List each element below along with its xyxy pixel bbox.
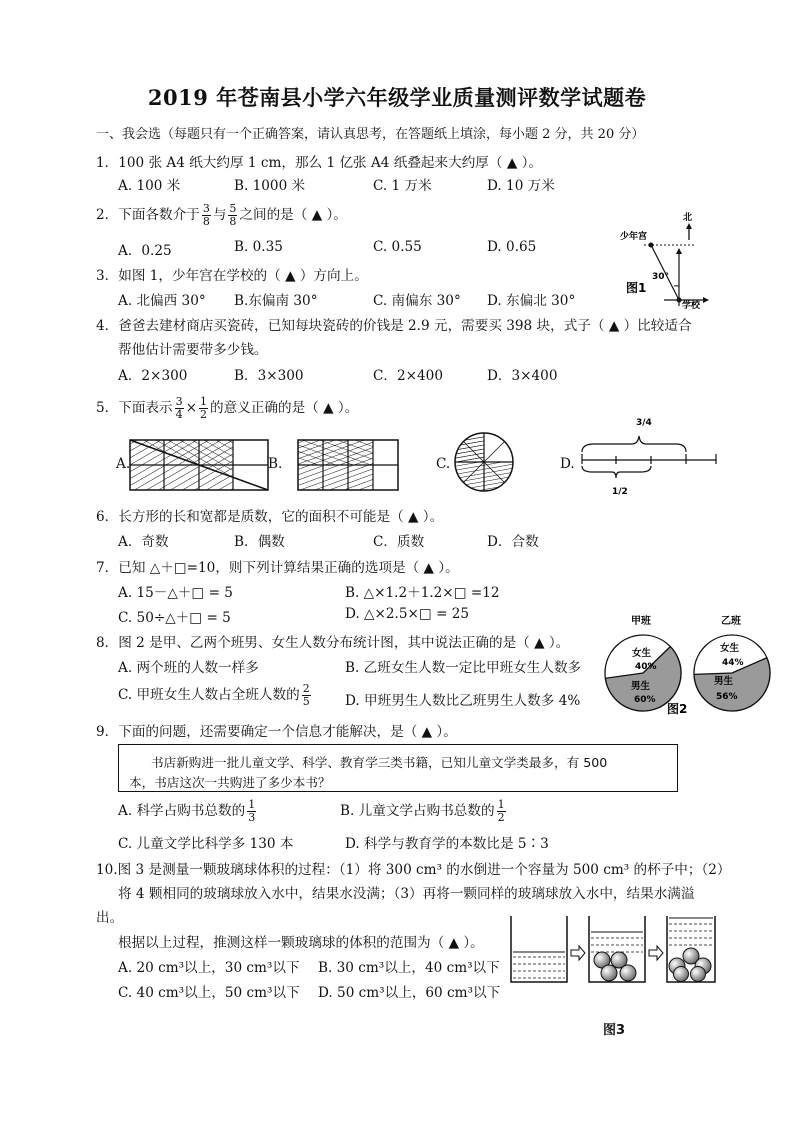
q9-box-line-2: 本，书店这次一共购进了多少本书？ bbox=[129, 775, 331, 790]
q1-option-d: D. 10 万米 bbox=[487, 178, 555, 194]
q10-option-d: D. 50 cm³以上，60 cm³以下 bbox=[318, 985, 501, 1001]
q5-d-top-brace bbox=[582, 436, 686, 452]
north-arrow-head bbox=[686, 223, 692, 229]
q5-d-bottom-label: 1/2 bbox=[612, 487, 628, 497]
page-title: 2019 年苍南县小学六年级学业质量测评数学试题卷 bbox=[147, 85, 647, 110]
question-5 bbox=[96, 396, 358, 421]
q9-option-a-text: A. 科学占购书总数的 bbox=[118, 803, 246, 819]
question-10-line-1: 10.图 3 是测量一颗玻璃球体积的过程：（1）将 300 cm³ 的水倒进一个容量为 500 cm³ 的杯子中；（2） bbox=[96, 862, 731, 878]
q2-text-mid: 与 bbox=[212, 207, 227, 223]
glass-ball bbox=[691, 967, 706, 982]
q5-text-post: 的意义正确的是（ ▲ ）。 bbox=[210, 400, 359, 416]
fig2-class-b-label: 乙班 bbox=[721, 616, 741, 627]
glass-ball bbox=[601, 965, 617, 981]
q10-option-a: A. 20 cm³以上，30 cm³以下 bbox=[118, 960, 300, 976]
q9-option-d: D. 科学与教育学的本数比是 5∶3 bbox=[345, 836, 549, 852]
q9-option-a bbox=[118, 799, 258, 824]
q5-figure-a bbox=[128, 438, 272, 492]
q7-option-b: B. △×1.2＋1.2×□ =12 bbox=[345, 585, 500, 601]
q5-times: × bbox=[185, 400, 198, 416]
q6-option-a: A．奇数 bbox=[118, 534, 169, 550]
q1-option-a: A. 100 米 bbox=[118, 178, 181, 194]
q8-option-d: D. 甲班男生人数比乙班男生人数多 4% bbox=[345, 693, 581, 709]
q5-label-a: A. bbox=[116, 456, 131, 472]
pie-class-a bbox=[605, 635, 681, 711]
fig3-caption: 图3 bbox=[603, 1023, 626, 1038]
q9-option-c: C. 儿童文学比科学多 130 本 bbox=[118, 836, 294, 852]
pie-b-boys-value: 56% bbox=[716, 692, 738, 702]
question-4-line-1: 4．爸爸去建材商店买瓷砖，已知每块瓷砖的价钱是 2.9 元，需要买 398 块，式子（ ▲ ）比较适合 bbox=[96, 318, 692, 334]
q9-box-line-1: 书店新购进一批儿童文学、科学、教育学三类书籍，已知儿童文学类最多，有 500 bbox=[151, 755, 608, 770]
q8-option-c-fraction: $\frac{2}{5}$ bbox=[302, 682, 310, 708]
q2-option-a: A．0.25 bbox=[118, 243, 172, 259]
q4-option-a: A．2×300 bbox=[118, 368, 188, 384]
q7-option-a: A. 15－△＋□ = 5 bbox=[118, 585, 233, 601]
question-4-line-2: 帮他估计需要带多少钱。 bbox=[118, 342, 268, 358]
arrow-1-icon bbox=[571, 946, 585, 960]
pie-b-boys-label: 男生 bbox=[714, 676, 734, 687]
q1-option-b: B. 1000 米 bbox=[234, 178, 306, 194]
q5-fraction-2: $\frac{1}{2}$ bbox=[200, 395, 208, 421]
q9-option-b bbox=[340, 799, 508, 824]
question-2 bbox=[96, 203, 347, 228]
glass-ball bbox=[620, 965, 636, 981]
q5-d-top-label: 3/4 bbox=[636, 418, 652, 428]
q3-option-d: D. 东偏北 30° bbox=[487, 293, 576, 309]
fig1-school-label: 学校 bbox=[682, 301, 701, 310]
q8-option-c-text: C. 甲班女生人数占全班人数的 bbox=[118, 687, 300, 703]
q7-option-c: C. 50÷△＋□ = 5 bbox=[118, 610, 231, 626]
q5-fraction-1: $\frac{3}{4}$ bbox=[175, 395, 183, 421]
beaker-3 bbox=[667, 916, 715, 982]
q8-option-b: B. 乙班女生人数一定比甲班女生人数多 bbox=[345, 660, 582, 676]
q6-option-d: D．合数 bbox=[487, 534, 539, 550]
question-3: 3．如图 1，少年宫在学校的（ ▲ ）方向上。 bbox=[96, 268, 368, 284]
pie-b-girls-label: 女生 bbox=[720, 643, 740, 654]
question-9: 9．下面的问题，还需要确定一个信息才能解决，是（ ▲ ）。 bbox=[96, 724, 457, 740]
question-8: 8．图 2 是甲、乙两个班男、女生人数分布统计图，其中说法正确的是（ ▲ ）。 bbox=[96, 635, 570, 651]
q4-option-c: C．2×400 bbox=[373, 368, 443, 384]
pie-a-girls-label: 女生 bbox=[632, 648, 652, 659]
figure-3-beakers bbox=[505, 910, 725, 990]
q1-option-c: C. 1 万米 bbox=[373, 178, 432, 194]
glass-ball bbox=[674, 967, 689, 982]
figure-2-pie-charts bbox=[598, 610, 794, 722]
question-10-line-3: 出。 bbox=[96, 910, 124, 926]
q6-option-c: C．质数 bbox=[373, 534, 425, 550]
q4-option-d: D．3×400 bbox=[487, 368, 558, 384]
question-10-line-2: 将 4 颗相同的玻璃球放入水中，结果水没满；（3）再将一颗同样的玻璃球放入水中，结果水满溢 bbox=[118, 886, 695, 902]
pie-a-boys-label: 男生 bbox=[631, 681, 651, 692]
q5-label-b: B. bbox=[268, 456, 283, 472]
q9-problem-box bbox=[118, 744, 678, 792]
fig1-north-label: 北 bbox=[683, 213, 693, 223]
question-6: 6．长方形的长和宽都是质数，它的面积不可能是（ ▲ ）。 bbox=[96, 509, 444, 525]
question-1: 1．100 张 A4 纸大约厚 1 cm，那么 1 亿张 A4 纸叠起来大约厚（ ▲ ）。 bbox=[96, 155, 542, 171]
q7-option-d: D. △×2.5×□ = 25 bbox=[345, 606, 470, 622]
q9-option-a-fraction: $\frac{1}{3}$ bbox=[248, 798, 256, 824]
arrow-2-icon bbox=[649, 946, 663, 960]
q9-option-b-text: B. 儿童文学占购书总数的 bbox=[340, 803, 495, 819]
q5-figure-b bbox=[296, 438, 400, 492]
pie-b-girls-value: 44% bbox=[722, 658, 744, 668]
q2-text-post: 之间的是（ ▲ ）。 bbox=[239, 207, 347, 223]
q5-label-d: D. bbox=[560, 456, 575, 472]
school-point bbox=[677, 298, 682, 303]
section-heading: 一、我会选（每题只有一个正确答案，请认真思考，在答题纸上填涂，每小题 2 分，共 20 分） bbox=[96, 127, 645, 142]
q5-figure-c bbox=[452, 430, 516, 494]
q5-d-bottom-brace bbox=[582, 466, 651, 478]
beaker-2 bbox=[589, 916, 645, 982]
q2-text-pre: 2．下面各数介于 bbox=[96, 207, 200, 223]
q8-option-c bbox=[118, 683, 313, 708]
q3-option-c: C. 南偏东 30° bbox=[373, 293, 461, 309]
q3-option-b: B.东偏南 30° bbox=[234, 293, 318, 309]
school-north-arrow-head bbox=[676, 248, 682, 254]
q10-option-b: B. 30 cm³以上，40 cm³以下 bbox=[318, 960, 500, 976]
beaker-1 bbox=[511, 916, 567, 982]
question-7: 7．已知 △＋□=10，则下列计算结果正确的选项是（ ▲ ）。 bbox=[96, 560, 459, 576]
q5-label-c: C. bbox=[436, 456, 451, 472]
q5-figure-d bbox=[574, 414, 720, 506]
figure-1-direction-diagram bbox=[614, 206, 714, 310]
fig1-angle-label: 30° bbox=[652, 272, 670, 282]
q5-text-pre: 5．下面表示 bbox=[96, 400, 173, 416]
q10-option-c: C. 40 cm³以上，50 cm³以下 bbox=[118, 985, 300, 1001]
pie-a-boys-value: 60% bbox=[634, 695, 656, 705]
question-10-line-4: 根据以上过程，推测这样一颗玻璃球的体积的范围为（ ▲ ）。 bbox=[118, 935, 484, 951]
q6-option-b: B．偶数 bbox=[234, 534, 285, 550]
q9-option-b-fraction: $\frac{1}{2}$ bbox=[497, 798, 505, 824]
pie-a-girls-value: 40% bbox=[635, 662, 657, 672]
fig2-caption: 图2 bbox=[667, 702, 688, 716]
pie-class-b bbox=[694, 635, 770, 711]
q8-option-a: A. 两个班的人数一样多 bbox=[118, 660, 259, 676]
q2-option-c: C. 0.55 bbox=[373, 239, 422, 255]
fig2-class-a-label: 甲班 bbox=[631, 616, 651, 627]
q2-option-d: D. 0.65 bbox=[487, 239, 537, 255]
q4-option-b: B．3×300 bbox=[234, 368, 304, 384]
q2-fraction-1: $\frac{3}{8}$ bbox=[202, 202, 210, 228]
school-east-arrow-head bbox=[703, 297, 709, 303]
q3-option-a: A. 北偏西 30° bbox=[118, 293, 206, 309]
fig1-caption: 图1 bbox=[626, 281, 647, 295]
q2-option-b: B. 0.35 bbox=[234, 239, 283, 255]
fig1-palace-label: 少年宫 bbox=[620, 232, 648, 242]
q2-fraction-2: $\frac{5}{8}$ bbox=[229, 202, 237, 228]
